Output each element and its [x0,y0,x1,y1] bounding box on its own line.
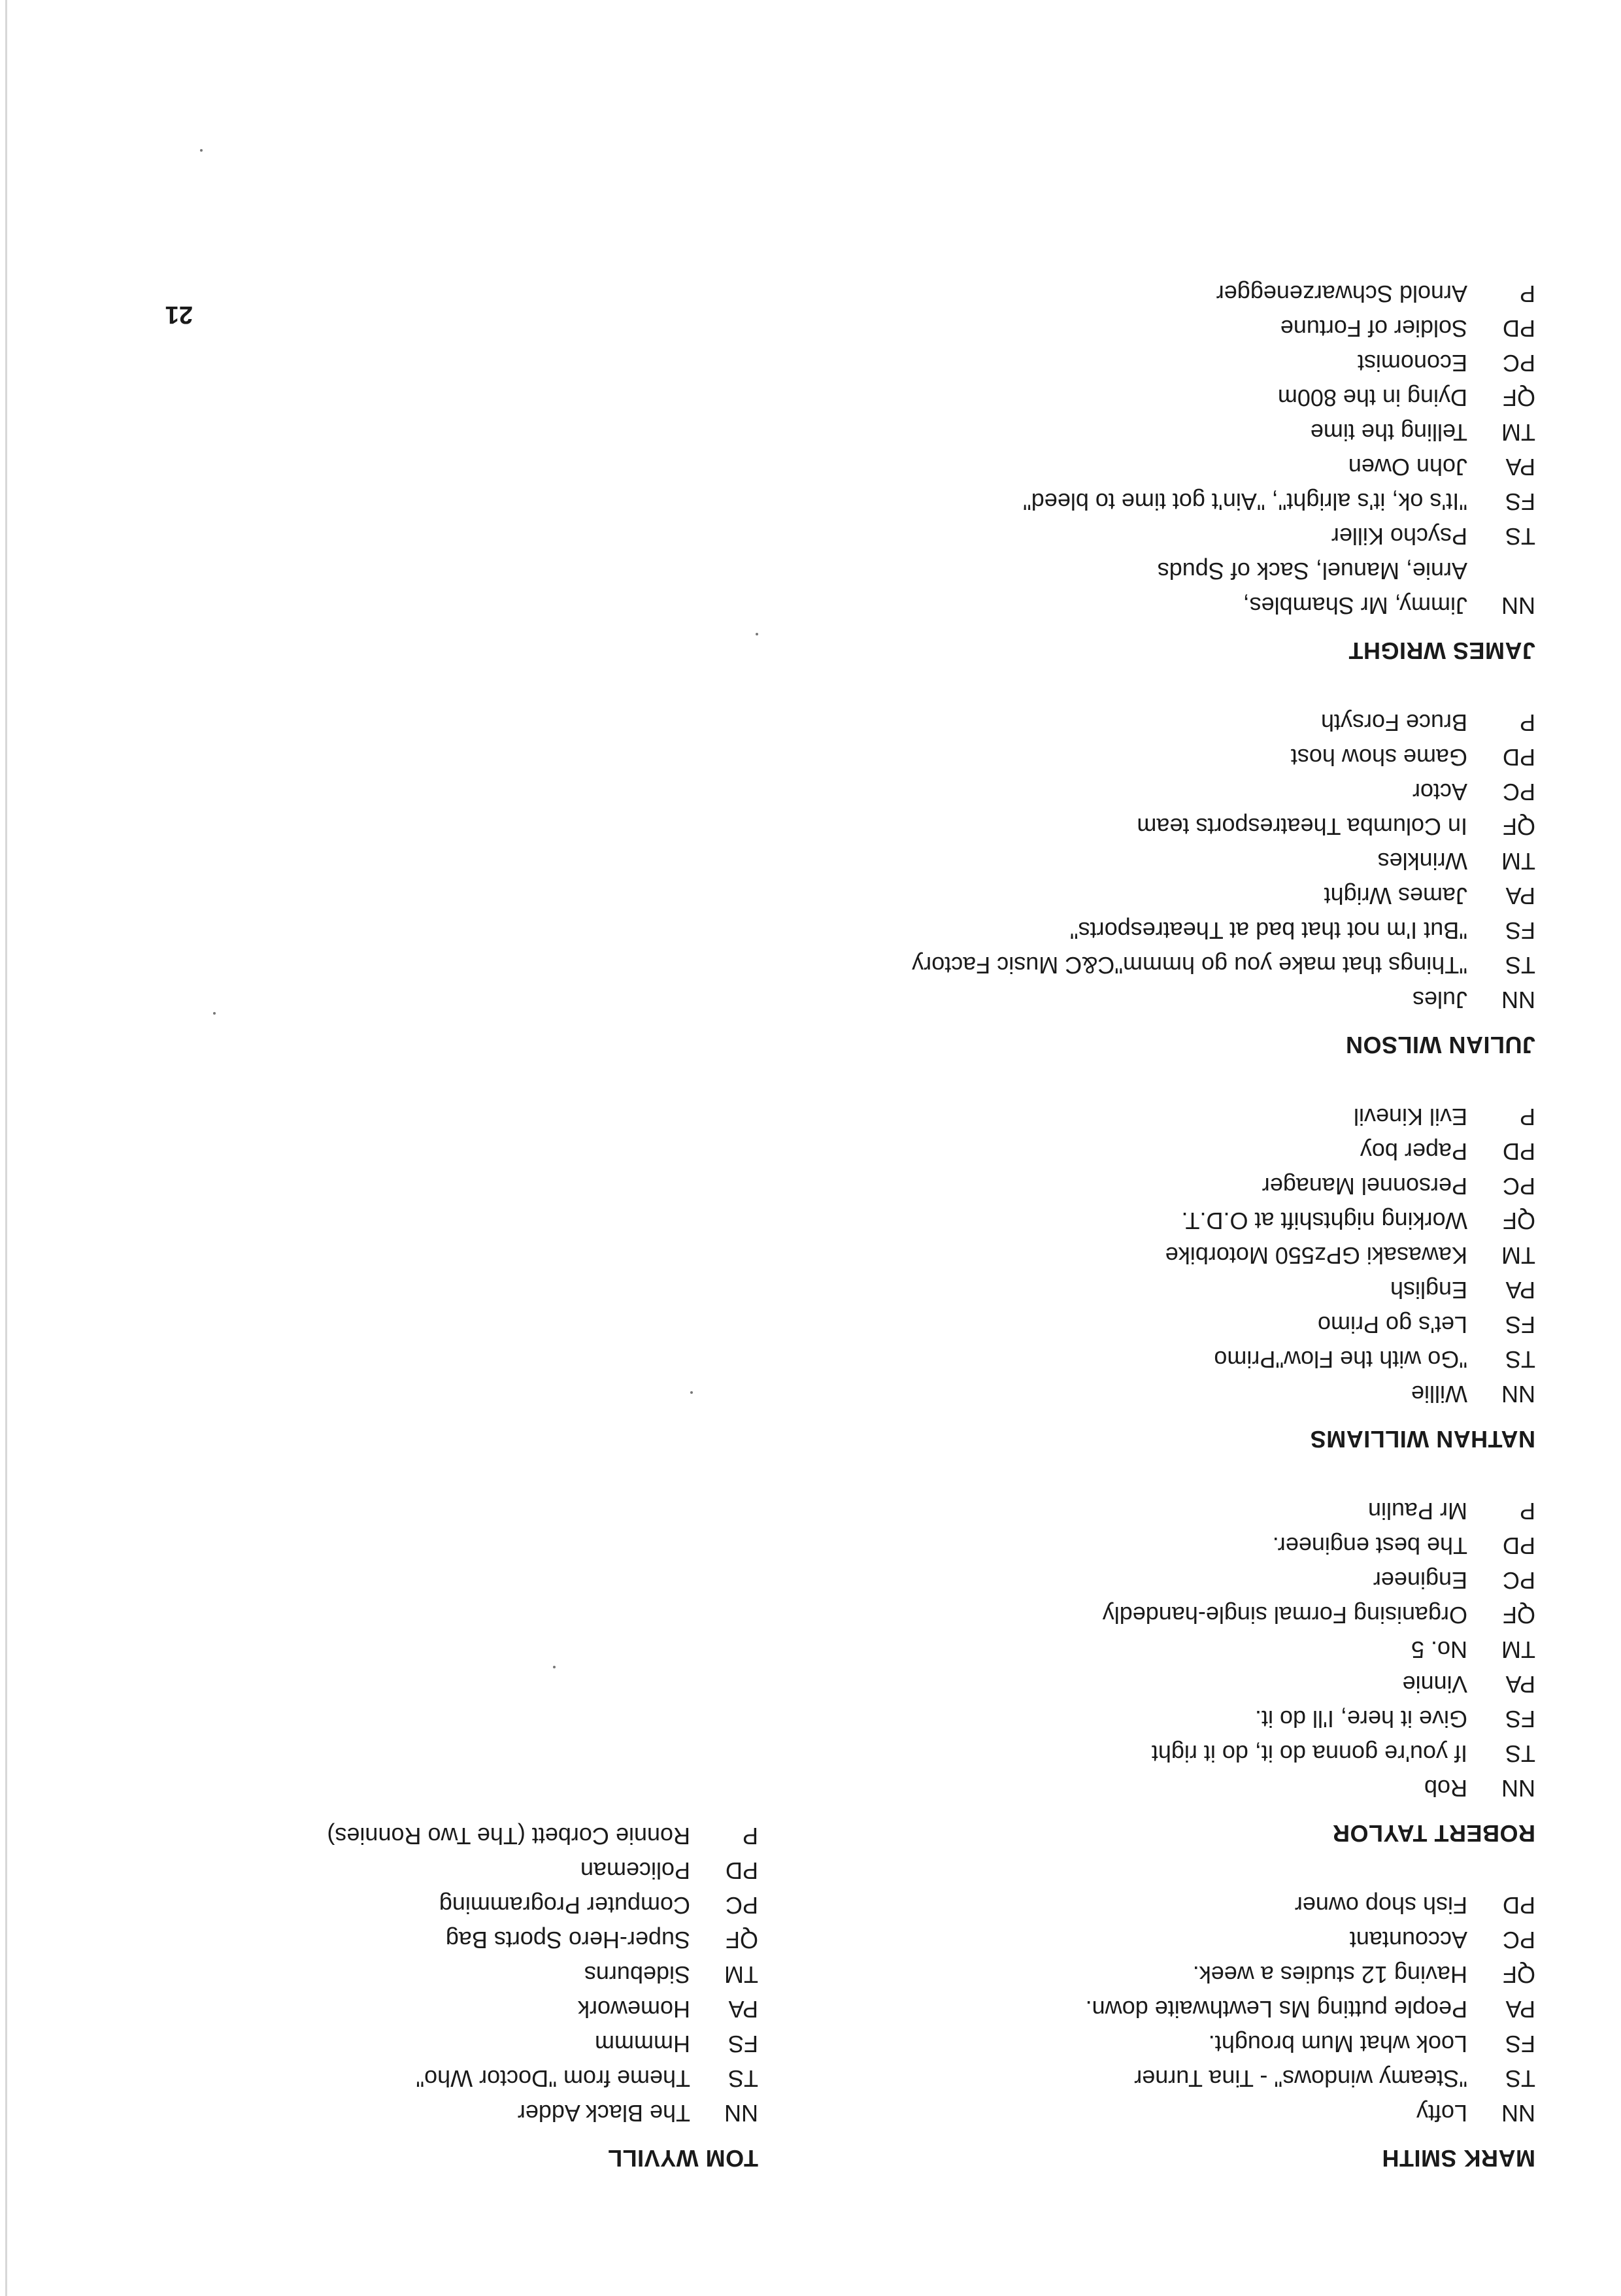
scan-speck [690,1391,693,1394]
entry-code: PD [1502,1892,1535,1919]
person-name: NATHAN WILLIAMS [1310,1426,1535,1453]
person-block-robert-taylor [784,1494,1535,1850]
entry-row [784,1736,1535,1771]
entry-code: PA [1505,454,1535,481]
entry-value: Bruce Forsyth [1320,709,1467,736]
entry-value: Organising Formal single-handedly [1102,1602,1467,1629]
entry-value: Psycho Killer [1331,523,1467,550]
entry-row [784,277,1535,311]
entry-value: Fish shop owner [1294,1892,1467,1919]
entry-code: TS [727,2065,758,2092]
entry-code: QF [726,1927,758,1953]
entry-value: Hmmmm [595,2031,690,2057]
entry-value: Willie [1411,1381,1467,1408]
entry-value: Vinnie [1402,1671,1467,1698]
entry-row [784,1667,1535,1702]
entry-row [39,1853,758,1888]
entry-code: P [742,1823,758,1849]
entry-row [784,1169,1535,1204]
entry-value: Telling the time [1310,419,1467,446]
entry-row [39,1992,758,2027]
entry-code: PA [1505,1996,1535,2023]
entry-value: Arnold Schwarzenegger [1216,280,1467,307]
entry-row [784,519,1535,554]
scan-speck [213,1012,216,1015]
entry-value: Super-Hero Sports Bag [445,1927,690,1953]
entry-row [784,1992,1535,2027]
entry-row [39,1957,758,1992]
entry-row [784,1957,1535,1992]
entry-value: The best engineer. [1272,1532,1467,1559]
entry-value: Engineer [1373,1567,1467,1594]
entry-row [784,1342,1535,1377]
entry-code: QF [1503,384,1535,411]
entry-code [1467,554,1535,588]
entry-code: P [1519,1104,1535,1130]
entry-value: English [1390,1277,1467,1304]
entry-row [784,450,1535,484]
entry-value: In Columba Theatresports team [1137,813,1467,840]
entry-code: NN [1501,2100,1535,2127]
entry-value: Rob [1424,1775,1467,1802]
entry-value: People putting Ms Lewthwaite down. [1085,1996,1467,2023]
entry-code: NN [1501,1381,1535,1408]
entry-value: Wrinkles [1377,848,1467,875]
entry-code: NN [1501,1775,1535,1802]
entry-code: PC [725,1892,758,1919]
entry-row [784,913,1535,948]
entry-code: TM [1501,419,1535,446]
entry-code: TM [1501,1636,1535,1663]
entry-code: PD [1502,1532,1535,1559]
entry-value: Paper boy [1360,1138,1467,1165]
scan-speck [756,633,758,635]
entry-value: "But I'm not that bad at Theatresports" [1069,917,1467,944]
entry-row [784,346,1535,380]
right-column [39,1781,758,2175]
entry-value: Mr Paulin [1367,1498,1467,1525]
entry-code: TS [1505,952,1535,979]
entry-value: Soldier of Fortune [1280,315,1467,342]
entry-code: PD [1502,315,1535,342]
entry-code: TS [1505,1346,1535,1373]
entry-code: FS [1505,1311,1535,1338]
entry-row [784,1308,1535,1342]
entry-value: "It's ok, it's alright", "Ain't got time to bleed" [1022,488,1467,515]
entry-code: PD [1502,744,1535,771]
entry-row [784,1100,1535,1134]
entry-row [784,1528,1535,1563]
person-name: JULIAN WILSON [1345,1032,1535,1058]
entry-row [784,1238,1535,1273]
entry-row [784,1563,1535,1598]
entry-row [784,2027,1535,2061]
entry-value: Game show host [1290,744,1467,771]
entry-value: Actor [1412,779,1467,805]
entry-code: NN [724,2100,758,2127]
page-number: 21 [165,301,193,328]
entry-code: FS [1505,917,1535,944]
entry-code: TS [1505,1740,1535,1767]
entry-value: Lofty [1416,2100,1467,2127]
entry-row [784,380,1535,415]
entry-row [784,484,1535,519]
entry-code: TS [1505,523,1535,550]
entry-value: Look what Mum brought. [1208,2031,1467,2057]
entry-code: FS [1505,488,1535,515]
entry-code: FS [727,2031,758,2057]
entry-row [784,1377,1535,1411]
entry-row [784,415,1535,450]
entry-value: Dying in the 800m [1277,384,1467,411]
scan-speck [553,1666,556,1668]
entry-code: QF [1503,813,1535,840]
entry-value: Working nightshift at O.D.T. [1181,1207,1467,1234]
entry-row [784,809,1535,844]
entry-row [784,740,1535,775]
person-name: JAMES WRIGHT [1348,637,1535,664]
entry-code: PA [728,1996,758,2023]
entry-value: Let's go Primo [1318,1311,1467,1338]
person-block-julian-wilson [784,705,1535,1062]
entry-code: NN [1501,987,1535,1013]
entry-code: P [1519,280,1535,307]
entry-row [784,879,1535,913]
entry-value: "Go with the Flow"Primo [1214,1346,1467,1373]
entry-value: "Steamy windows" - Tina Turner [1134,2065,1467,2092]
person-name: MARK SMITH [1382,2145,1535,2172]
entry-row [784,311,1535,346]
scan-speck [200,149,203,152]
person-block-tom-wyvill [39,1819,758,2175]
entry-row [39,1923,758,1957]
person-block-james-wright [784,277,1535,667]
entry-row [784,588,1535,623]
entry-value: Jules [1412,987,1467,1013]
entry-value: Give it here, I'll do it. [1254,1706,1467,1732]
entry-code: PC [1502,1927,1535,1953]
entry-value: Personnel Manager [1262,1173,1467,1200]
entry-value: If you're gonna do it, do it right [1151,1740,1467,1767]
entry-value: Economist [1357,350,1467,377]
entry-value: Computer Programming [439,1892,690,1919]
entry-code: QF [1503,1961,1535,1988]
entry-value: Kawasaki GPz550 Motorbike [1165,1242,1467,1269]
entry-code: TM [1501,1242,1535,1269]
entry-row [784,775,1535,809]
entry-row [784,844,1535,879]
entry-code: PC [1502,1173,1535,1200]
page-edge-line [5,0,7,2296]
entry-value: No. 5 [1411,1636,1467,1663]
entry-value: Arnie, Manuel, Sack of Spuds [1157,558,1467,584]
entry-code: PA [1505,1671,1535,1698]
entry-value: Jimmy, Mr Shambles, [1243,592,1467,619]
entry-row [39,2096,758,2131]
entry-row [784,1888,1535,1923]
entry-row [784,1273,1535,1308]
entry-row [784,2096,1535,2131]
left-column [784,239,1535,2175]
entry-row [784,705,1535,740]
entry-value: "Things that make you go hmmm"C&C Music Factory [912,952,1467,979]
entry-code: QF [1503,1207,1535,1234]
entry-code: PA [1505,883,1535,909]
entry-row [784,1702,1535,1736]
entry-row [784,983,1535,1017]
entry-code: NN [1501,592,1535,619]
entry-code: TM [724,1961,758,1988]
person-block-nathan-williams [784,1100,1535,1456]
entry-code: FS [1505,2031,1535,2057]
entry-value: Accountant [1349,1927,1467,1953]
entry-row [784,1134,1535,1169]
entry-code: TM [1501,848,1535,875]
entry-row [39,1819,758,1853]
entry-row [784,1923,1535,1957]
entry-code: PA [1505,1277,1535,1304]
entry-value: Homework [577,1996,690,2023]
entry-code: PD [725,1857,758,1884]
entry-code: QF [1503,1602,1535,1629]
entry-row [784,1494,1535,1528]
entry-row [39,2061,758,2096]
entry-row [784,554,1535,588]
entry-code: P [1519,709,1535,736]
entry-row [39,2027,758,2061]
entry-row [784,1204,1535,1238]
entry-row [784,1632,1535,1667]
entry-value: John Owen [1348,454,1467,481]
entry-row [784,2061,1535,2096]
entry-value: Evil Kinevil [1353,1104,1467,1130]
entry-code: P [1519,1498,1535,1525]
person-name: TOM WYVILL [607,2145,758,2172]
entry-row [784,1771,1535,1806]
entry-value: James Wright [1324,883,1467,909]
entry-value: Policeman [580,1857,690,1884]
entry-value: Ronnie Corbett (The Two Ronnies) [327,1823,690,1849]
entry-code: FS [1505,1706,1535,1732]
entry-row [784,948,1535,983]
entry-code: PC [1502,1567,1535,1594]
entry-row [39,1888,758,1923]
entry-row [784,1598,1535,1632]
entry-code: PC [1502,779,1535,805]
entry-code: PD [1502,1138,1535,1165]
entry-value: Sideburns [584,1961,690,1988]
entry-code: TS [1505,2065,1535,2092]
entry-code: PC [1502,350,1535,377]
person-block-mark-smith [784,1888,1535,2175]
entry-value: Having 12 studies a week. [1192,1961,1467,1988]
entry-value: The Black Adder [517,2100,690,2127]
entry-value: Theme from "Doctor Who" [416,2065,690,2092]
person-name: ROBERT TAYLOR [1332,1820,1535,1847]
